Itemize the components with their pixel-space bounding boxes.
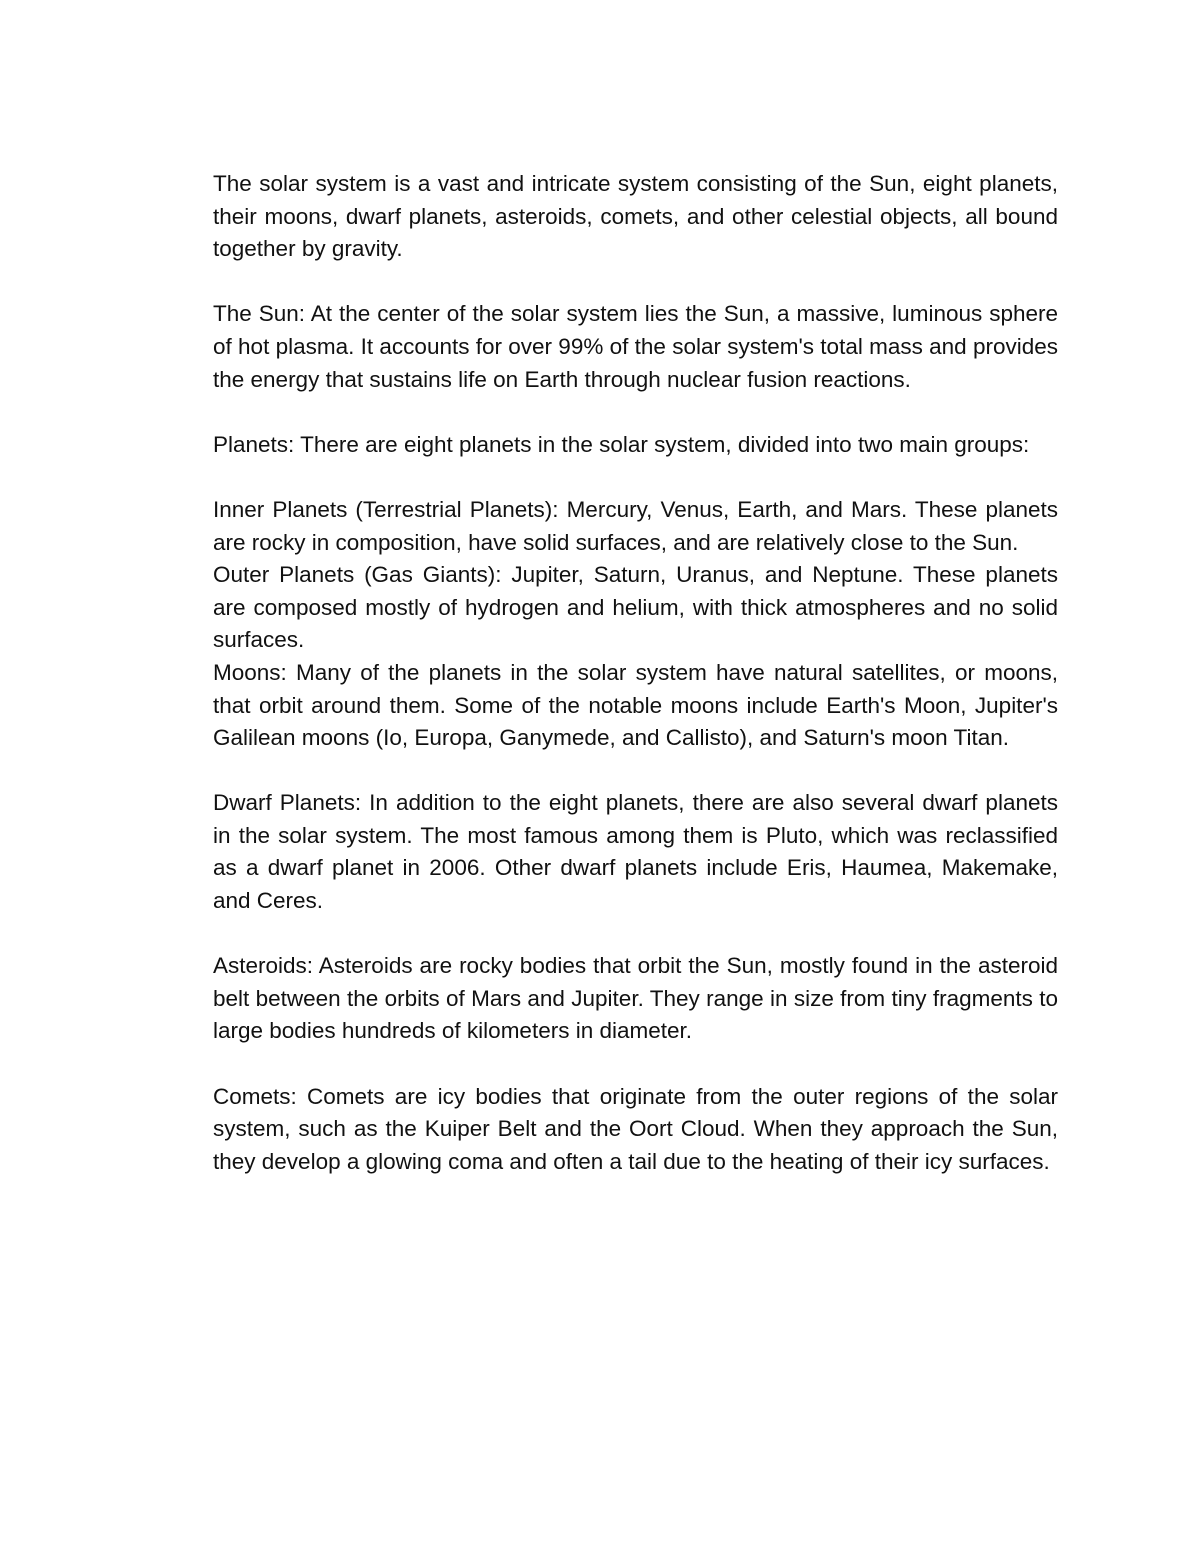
paragraph-gap: [213, 396, 1058, 429]
paragraph-gap: [213, 266, 1058, 299]
paragraph-gap: [213, 918, 1058, 951]
paragraph-sun: The Sun: At the center of the solar system lies the Sun, a massive, luminous sphere of hot plasma. It accounts for over 99% of the solar system's total mass and provides the energy that sustains life on Earth through nuclear fusion reactions.: [213, 301, 1058, 392]
paragraph-intro: The solar system is a vast and intricate system consisting of the Sun, eight planets, their moons, dwarf planets, asteroids, comets, and other celestial objects, all bound together by gravity.: [213, 171, 1058, 262]
paragraph-moons: Moons: Many of the planets in the solar system have natural satellites, or moons, that orbit around them. Some of the notable moons include Earth's Moon, Jupiter's Galilean moons (Io, Europa, Ganymede, and Callisto), and Saturn's moon Titan.: [213, 659, 1058, 751]
paragraph-dwarf-planets: Dwarf Planets: In addition to the eight planets, there are also several dwarf planets in the solar system. The most famous among them is Pluto, which was reclassified as a dwarf planet in 2006. Other dwarf planets include Eris, Haumea, Makemake, and Ceres.: [213, 790, 1058, 914]
paragraph-planets: Planets: There are eight planets in the solar system, divided into two main groups:: [213, 431, 1030, 457]
paragraph-asteroids: Asteroids: Asteroids are rocky bodies that orbit the Sun, mostly found in the asteroid belt between the orbits of Mars and Jupiter. They range in size from tiny fragments to large bodies hundreds of kilometers in diameter.: [213, 953, 1058, 1044]
paragraph-outer-planets: Outer Planets (Gas Giants): Jupiter, Saturn, Uranus, and Neptune. These planets are composed mostly of hydrogen and helium, with thick atmospheres and no solid surfaces.: [213, 562, 1058, 653]
paragraph-inner-planets: Inner Planets (Terrestrial Planets): Mercury, Venus, Earth, and Mars. These planets are rocky in composition, have solid surfaces, and are relatively close to the Sun.: [213, 496, 1058, 555]
paragraph-comets: Comets: Comets are icy bodies that originate from the outer regions of the solar system, such as the Kuiper Belt and the Oort Cloud. When they approach the Sun, they develop a glowing coma and often a tail due to the heating of their icy surfaces.: [213, 1083, 1058, 1174]
paragraph-gap: [213, 1048, 1058, 1081]
paragraph-gap: [213, 461, 1058, 494]
paragraph-gap: [213, 755, 1058, 788]
document-body: [213, 168, 1058, 1178]
